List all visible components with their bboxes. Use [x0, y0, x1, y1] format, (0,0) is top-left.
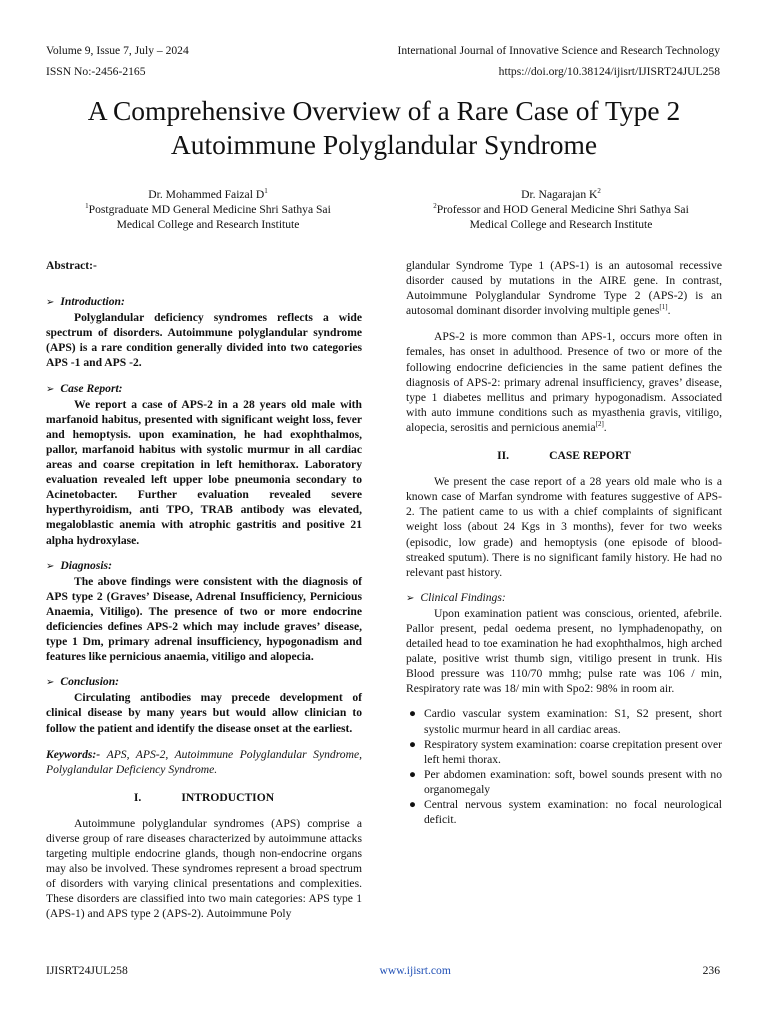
author-name: Dr. Nagarajan $K^2$ — [521, 187, 601, 201]
arrow-bullet-icon: ➢ — [46, 560, 55, 572]
right-column — [406, 258, 722, 827]
author-affiliation: $^2$Professor and HOD General Medicine Shri Sathya Sai — [433, 202, 689, 216]
arrow-bullet-icon: ➢ — [46, 297, 55, 309]
abstract-diagnosis-text: The above findings were consistent with the diagnosis of APS type 2 (Graves’ Disease, Adrenal Insufficiency, Pernicious Anaemia, Vitiligo). The presence of two or more endocrine deficiencies defines APS-2 which may include graves’ disease, type 1 Dm, primary adrenal insufficiency, hypogonadism and features like pernicious anaemia, vitiligo and alopecia. — [46, 574, 362, 664]
list-item: ● Per abdomen examination: soft, bowel sounds present with no organomegaly — [409, 767, 722, 796]
section-heading-case-report: II. CASE REPORT — [497, 449, 631, 463]
clinical-findings-text: Upon examination patient was conscious, oriented, afebrile. Pallor present, pedal oedema present, no lymphadenopathy, on detailed head to toe examination he had exophthalmos, high arched palate, positive wrist thumb sign, vitiligo present in trunk. His Blood pressure was 110/70 mmhg; pulse rate was 106 / min, Respiratory rate was 18/ min with Spo2: 98% in room air. — [406, 606, 722, 696]
list-item: ● Cardio vascular system examination: S1, S2 present, short systolic murmur heard in all cardiac areas. — [409, 707, 722, 736]
arrow-bullet-icon: ➢ — [46, 677, 55, 689]
issn: ISSN No:-2456-2165 — [46, 65, 146, 78]
arrow-bullet-icon: ➢ — [406, 592, 415, 604]
abstract-intro-heading: ➢ Introduction: — [46, 295, 125, 309]
running-header-bottom — [46, 65, 720, 78]
intro-paragraph-1: Autoimmune polyglandular syndromes (APS) comprise a diverse group of rare diseases characterized by autoimmune attacks targeting multiple endocrine glands, though non-endocrine organs may also be involved. These syndromes represent a broad spectrum of disorders with varying clinical presentations and complexities. These disorders are classified into two main categories: APS type 1 (APS-1) and APS type 2 (APS-2). Autoimmune Poly — [46, 816, 362, 921]
citation-1: [1] — [659, 303, 668, 312]
page-footer — [46, 964, 720, 977]
list-item: ● Respiratory system examination: coarse crepitation present over left hemi thorax. — [409, 737, 722, 766]
left-column — [46, 258, 362, 922]
abstract-diagnosis-heading: ➢ Diagnosis: — [46, 558, 112, 572]
author-block-1 — [46, 187, 370, 232]
bullet-icon: ● — [409, 767, 417, 781]
section-heading-introduction: I. INTRODUCTION — [133, 790, 275, 804]
bullet-icon: ● — [409, 737, 417, 751]
author-block-2 — [400, 187, 722, 232]
title-line-1: A Comprehensive Overview of a Rare Case of Type 2 — [87, 95, 681, 126]
abstract-intro-text: Polyglandular deficiency syndromes reflects a wide spectrum of disorders. Autoimmune polyglandular syndrome (APS) is a rare condition generally divided into two categories APS -1 and APS -2. — [46, 311, 362, 370]
paper-title — [20, 94, 748, 162]
bullet-icon: ● — [409, 707, 417, 721]
title-line-2: Autoimmune Polyglandular Syndrome — [170, 129, 598, 160]
running-header-top — [46, 44, 720, 57]
case-report-paragraph-1: We present the case report of a 28 years old male who is a known case of Marfan syndrome with features suggestive of APS-2. The patient came to us with a chief complaints of significant weight loss (about 24 Kgs in 3 months), fever for two weeks (episodic, low grade) and hemoptysis (one episode of blood-streaked sputum). There is no significant family history. He had no relevant past history. — [406, 475, 722, 579]
author-affiliation: $^1$Postgraduate MD General Medicine Shri Sathya Sai — [85, 202, 331, 216]
examination-list — [406, 706, 722, 827]
abstract-conclusion-heading: ➢ Conclusion: — [46, 675, 120, 689]
journal-name: International Journal of Innovative Science and Research Technology — [397, 44, 720, 57]
author-affiliation-line2: Medical College and Research Institute — [116, 218, 300, 231]
list-item: ● Central nervous system examination: no focal neurological deficit. — [409, 798, 722, 827]
volume-info: Volume 9, Issue 7, July – 2024 — [46, 44, 189, 57]
footer-paper-id: IJISRT24JUL258 — [46, 964, 128, 977]
bullet-icon: ● — [409, 798, 417, 811]
intro-paragraph-1-continued: glandular Syndrome Type 1 (APS-1) is an autosomal recessive disorder caused by mutations in the AIRE gene. In contrast, Autoimmune Polyglandular Syndrome Type 2 (APS-2) is an autosomal dominant disorder involving multiple genes[1]. — [406, 259, 722, 318]
citation-2: [2] — [595, 419, 604, 428]
doi-link[interactable]: https://doi.org/10.38124/ijisrt/IJISRT24JUL258 — [498, 65, 720, 78]
arrow-bullet-icon: ➢ — [46, 383, 55, 395]
abstract-case-heading: ➢ Case Report: — [46, 381, 123, 395]
abstract-label: Abstract:- — [46, 259, 97, 272]
abstract-case-text: We report a case of APS-2 in a 28 years old male with marfanoid habitus, presented with significant weight loss, fever and hemoptysis. upon examination, he had exophthalmos, pallor, marfanoid habitus with systolic murmur in all cardiac areas and coarse crepitation in left hemithorax. Laboratory evaluation revealed left upper lobe pneumonia secondary to Acinetobacter. Further evaluation revealed severe hyperthyroidism, anti TPO, TRAB antibody was elevated, megaloblastic anemia with atrophic gastritis and positive 21 alpha hydroxylase. — [46, 397, 362, 547]
footer-website-link[interactable]: www.ijisrt.com — [379, 964, 451, 977]
clinical-findings-heading: ➢ Clinical Findings: — [406, 590, 506, 604]
intro-paragraph-2: APS-2 is more common than APS-1, occurs more often in females, has onset in adulthood. Presence of two or more of the following endocrine deficiencies in the same patient defines the diagnosis of APS-2: primary adrenal insufficiency, graves’ disease, type 1 diabetes mellitus and primary hypogonadism. Associated with auto immune conditions such as myasthenia gravis, vitiligo, alopecia, serositis and pernicious anemia[2]. — [406, 330, 722, 434]
page-number: 236 — [702, 964, 720, 977]
abstract-conclusion-text: Circulating antibodies may precede development of clinical disease by many years but would allow clinician to follow the patient and identify the disease onset at the earliest. — [46, 691, 362, 735]
author-affiliation-line2: Medical College and Research Institute — [469, 218, 653, 231]
author-name: Dr. Mohammed Faizal $D^1$ — [148, 187, 268, 201]
keywords: Keywords:- APS, APS-2, Autoimmune Polyglandular Syndrome, Polyglandular Deficiency Syndrome. — [46, 747, 363, 776]
